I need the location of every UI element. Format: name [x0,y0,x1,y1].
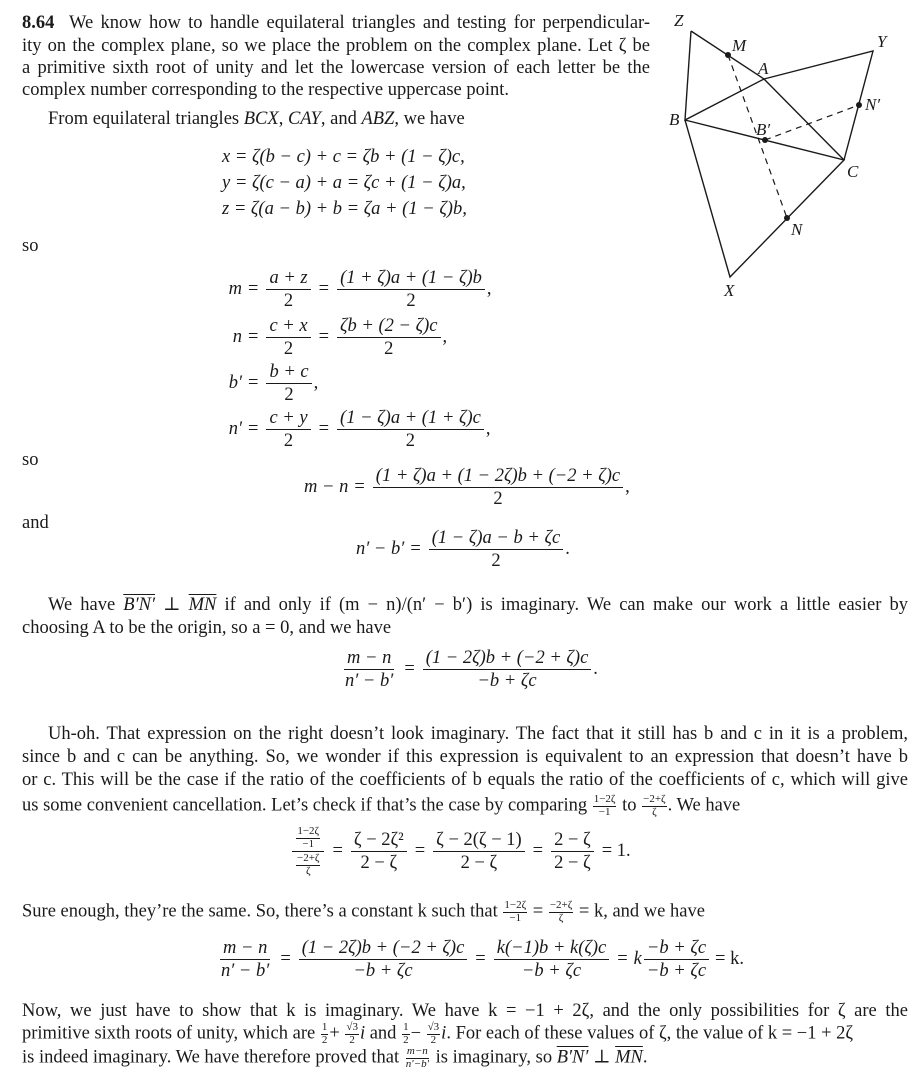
uhoh-paragraph: Uh-oh. That expression on the right doesn’t look imaginary. The fact that it still has b and c in it is a problem, since b and c can be anything. So, we wonder if this expression is equivalent to an expression that doesn’t have b or c. This will be the case if the ratio of the coefficients of b equals the ratio of the coefficients of c, which will give [22,724,908,790]
triangle-abz [685,31,764,120]
connector-and: and [22,513,49,533]
point-n-prime [856,102,862,108]
equation-y: y = ζ(c − a) + a = ζc + (1 − ζ)a, [222,173,466,193]
equation-nprime-minus-bprime: n′ − b′ = $\frac{(1 - \zeta)a - b + \zeta c}{2}$ . [356,528,570,572]
perp-paragraph-line-2: choosing A to be the origin, so a = 0, and we have [22,618,392,638]
equation-check: $\frac{\frac{1-2\zeta}{-1}}{\frac{-2+\zeta}{\zeta}}$ = $\frac{\text{ζ − 2ζ²}}{2 - \zeta}$ = $\frac{\zeta - 2(\zeta - 1)}{2 - \zeta}$ = $\frac{2 - \zeta}{2 - \zeta}$ = 1. [290,826,631,877]
from-line: From equilateral triangles BCX, CAY, and ABZ, we have [48,109,465,129]
final-line-1: Now, we just have to show that k is imaginary. We have k = −1 + 2ζ, and the only possibilities for ζ are the [22,1001,908,1021]
figure-lines [685,31,873,277]
segment-ac [764,79,844,160]
connector-so-2: so [22,450,39,470]
equation-m: m = $\frac{a + z}{2}$ = $\frac{(1 + \zeta)a + (1 - \zeta)b}{2}$ , [228,268,492,312]
final-line-3: is indeed imaginary. We have therefore proved that $\frac{m-n}{n'-b'}$ is imaginary, so B′N′ ⊥ $\overline{MN}$. [22,1045,648,1070]
point-m [725,52,731,58]
equation-m-minus-n: m − n = $\frac{(1 + \zeta)a + (1 - 2\zeta)b + (-2 + \zeta)c}{2}$ , [304,466,630,510]
equation-b-prime: b′ = $\frac{b + c}{2}$ , [228,362,319,406]
uhoh-line-4: us some convenient cancellation. Let’s check if that’s the case by comparing $\frac{1-2\zeta}{-1}$ to $\frac{-2+\zeta}{\zeta}$ . We have [22,793,741,818]
intro-paragraph [22,12,650,80]
final-line-2: primitive sixth roots of unity, which are $\frac{1}{2}$ + $\frac{√3}{2}$ i and $\frac{1}{2}$ − $\frac{√3}{2}$ i. For each of these values of ζ, the value of k = −1 + 2ζ [22,1021,854,1046]
intro-line-1: 8.64 We know how to handle equilateral triangles and testing for perpendicular- [22,13,651,33]
label-m: M [732,36,747,55]
segment-mn: $\overline{MN}$ [188,595,217,615]
label-x: X [724,281,735,300]
equation-k: $\frac{m - n}{n' - b'}$ = $\frac{(1 - 2\zeta)b + (-2 + \zeta)c}{-b + \zeta c}$ = $\frac{k(-1)b + k(\zeta)c}{-b + \zeta c}$ = k $\frac{-b + \zeta c}{-b + \zeta c}$ = k. [221,938,744,982]
intro-line-3: a primitive sixth root of unity and let the lowercase version of each letter be the [22,58,650,78]
triangle-bcx [685,120,844,277]
equation-z: z = ζ(a − b) + b = ζa + (1 − ζ)b, [222,199,467,219]
label-a: A [758,59,769,78]
label-y: Y [877,32,887,51]
label-b-prime: B′ [756,120,771,139]
connector-so-1: so [22,236,39,256]
dashed-bn [765,105,859,140]
perp-paragraph-line-1: We have B′N′ ⊥ $\overline{MN}$ if and only if (m − n)/(n′ − b′) is imaginary. We can make our work a little easier by [48,595,908,615]
label-n: N [791,220,803,239]
intro-line-4: complex number corresponding to the respective uppercase point. [22,80,510,100]
equation-ratio: $\frac{m - n}{n' - b'}$ = $\frac{(1 - 2\zeta)b + (-2 + \zeta)c}{-b + \zeta c}$ . [345,648,598,692]
point-n [784,215,790,221]
sure-paragraph: Sure enough, they’re the same. So, there’s a constant k such that $\frac{1-2\zeta}{-1}$ = $\frac{-2+\zeta}{\zeta}$ = k, and we have [22,899,705,924]
problem-number: 8.64 [22,13,55,33]
equation-n-prime: n′ = $\frac{c + y}{2}$ = $\frac{(1 - \zeta)a + (1 + \zeta)c}{2}$ , [228,408,491,452]
intro-line-2: ity on the complex plane, so we place the problem on the complex plane. Let ζ be [22,35,650,56]
geometry-figure [660,0,915,310]
equation-n: n = $\frac{c + x}{2}$ = $\frac{\zeta b + (2 - \zeta)c}{2}$ , [232,316,448,360]
label-n-prime: N′ [865,95,881,114]
segment-bn: B′N′ [123,595,156,615]
label-c: C [847,162,859,181]
label-b: B [669,110,680,129]
equation-x: x = ζ(b − c) + c = ζb + (1 − ζ)c, [222,147,465,167]
label-z: Z [674,11,684,30]
